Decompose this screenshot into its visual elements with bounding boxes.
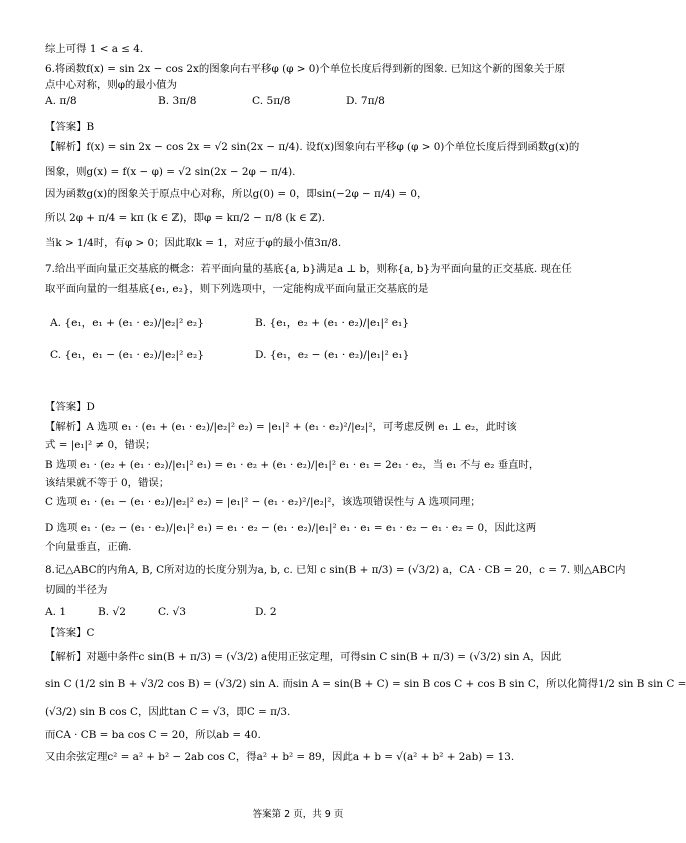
choice: B. {e₁，e₂ + (e₁ · e₂)/|e₁|² e₁}	[255, 317, 409, 329]
text-line: 个向量垂直，正确.	[45, 541, 132, 553]
text-line: 【答案】D	[45, 401, 95, 413]
choice: C. {e₁，e₁ − (e₁ · e₂)/|e₂|² e₂}	[50, 349, 204, 361]
text-line: 7.给出平面向量正交基底的概念：若平面向量的基底{a, b}满足a ⊥ b，则称{a, b}为平面向量的正交基底. 现在任	[45, 263, 572, 275]
text-line: 取平面向量的一组基底{e₁, e₂}，则下列选项中，一定能构成平面向量正交基底的是	[45, 283, 429, 295]
text-line: D 选项 e₁ · (e₂ − (e₁ · e₂)/|e₁|² e₁) = e₁ · e₂ − (e₁ · e₂)/|e₁|² e₁ · e₁ = e₁ · e₂ − e₁ · e₂ = 0，因此这两	[45, 522, 537, 534]
text-line: 6.将函数f(x) = sin 2x − cos 2x的图象向右平移φ (φ > 0)个单位长度后得到新的图象. 已知这个新的图象关于原	[45, 63, 566, 75]
text-line: 当k > 1/4时，有φ > 0；因此取k = 1，对应于φ的最小值3π/8.	[45, 237, 342, 249]
text-line: sin C (1/2 sin B + √3/2 cos B) = (√3/2) sin A. 而sin A = sin(B + C) = sin B cos C + cos B sin C，所以化简得1/2 sin B sin C =	[45, 678, 686, 690]
page-footer: 答案第 2 页，共 9 页	[252, 809, 344, 820]
choice: D. {e₁，e₂ − (e₁ · e₂)/|e₁|² e₁}	[255, 349, 410, 361]
text-line: 【解析】A 选项 e₁ · (e₁ + (e₁ · e₂)/|e₂|² e₂) = |e₁|² + (e₁ · e₂)²/|e₂|²，可考虑反例 e₁ ⊥ e₂，此时该	[45, 421, 517, 433]
choice: D. 7π/8	[346, 95, 385, 107]
text-line: 点中心对称，则φ的最小值为	[45, 79, 177, 91]
text-line: 【答案】C	[45, 627, 95, 639]
choice: A. 1	[45, 606, 67, 618]
choice: A. π/8	[45, 95, 77, 107]
text-line: 【答案】B	[45, 121, 95, 133]
text-line: 该结果就不等于 0，错误；	[45, 477, 170, 489]
text-line: 图象，则g(x) = f(x − φ) = √2 sin(2x − 2φ − π/4).	[45, 166, 296, 178]
text-line: 又由余弦定理c² = a² + b² − 2ab cos C，得a² + b² = 89，因此a + b = √(a² + b² + 2ab) = 13.	[45, 751, 515, 763]
text-line: 【解析】f(x) = sin 2x − cos 2x = √2 sin(2x − π/4). 设f(x)图象向右平移φ (φ > 0)个单位长度后得到函数g(x)的	[45, 141, 580, 153]
text-line: 而CA · CB = ba cos C = 20，所以ab = 40.	[45, 729, 261, 741]
text-line: 8.记△ABC的内角A, B, C所对边的长度分别为a, b, c. 已知 c sin(B + π/3) = (√3/2) a，CA · CB = 20，c = 7. 则△ABC内	[45, 564, 626, 576]
text-line: 因为函数g(x)的图象关于原点中心对称，所以g(0) = 0，即sin(−2φ − π/4) = 0，	[45, 188, 428, 200]
text-line: 切圆的半径为	[45, 584, 108, 596]
text-line: (√3/2) sin B cos C，因此tan C = √3，即C = π/3.	[45, 706, 291, 718]
text-line: 所以 2φ + π/4 = kπ (k ∈ ℤ)，即φ = kπ/2 − π/8 (k ∈ ℤ).	[45, 212, 325, 224]
text-line: 式 = |e₁|² ≠ 0，错误；	[45, 439, 156, 451]
choice: A. {e₁，e₁ + (e₁ · e₂)/|e₂|² e₂}	[50, 317, 204, 329]
text-line: 【解析】对题中条件c sin(B + π/3) = (√3/2) a使用正弦定理，可得sin C sin(B + π/3) = (√3/2) sin A，因此	[45, 651, 562, 663]
choice: B. √2	[98, 606, 127, 618]
text-line: C 选项 e₁ · (e₁ − (e₁ · e₂)/|e₂|² e₂) = |e₁|² − (e₁ · e₂)²/|e₂|²，该选项错误性与 A 选项同理；	[45, 496, 481, 508]
text-line: 综上可得 1 < a ≤ 4.	[45, 43, 144, 55]
choice: C. √3	[158, 606, 186, 618]
text-line: B 选项 e₁ · (e₂ + (e₁ · e₂)/|e₁|² e₁) = e₁ · e₂ + (e₁ · e₂)/|e₁|² e₁ · e₁ = 2e₁ · e₂，当 e₁ 不与 e₂ 垂直时，	[45, 459, 540, 471]
choice: B. 3π/8	[158, 95, 197, 107]
choice: C. 5π/8	[252, 95, 291, 107]
choice: D. 2	[255, 606, 277, 618]
